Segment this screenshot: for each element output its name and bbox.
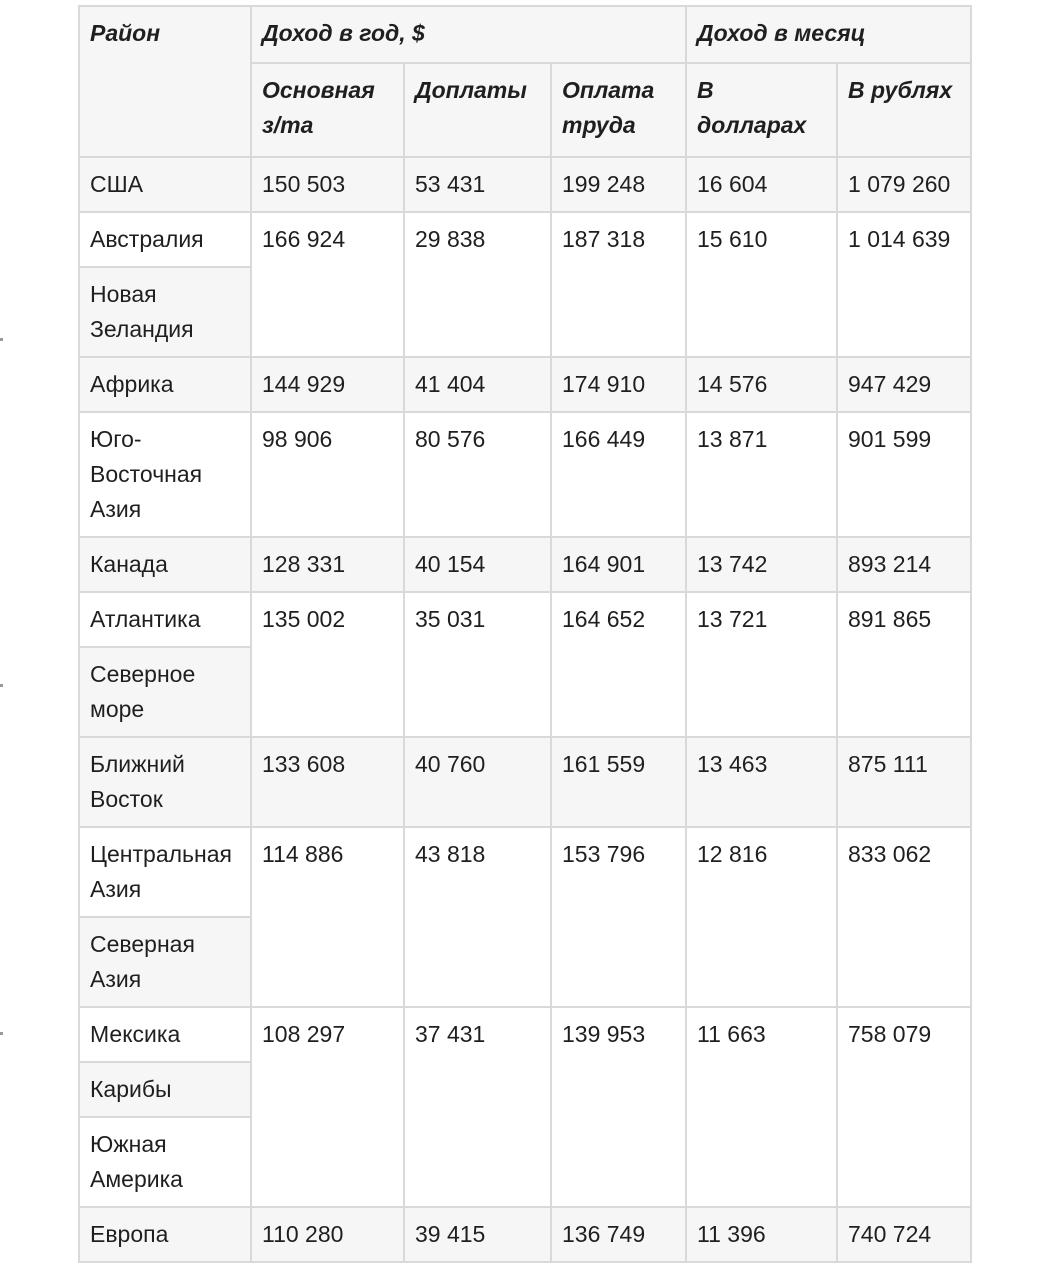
bonus-cell: 40 154 [404, 537, 551, 592]
region-cell: США [79, 157, 251, 212]
bonus-cell: 39 415 [404, 1207, 551, 1262]
rub-cell: 1 079 260 [837, 157, 971, 212]
total-pay-cell: 153 796 [551, 827, 686, 1007]
table-row [79, 157, 971, 212]
region-cell: Атлантика [79, 592, 251, 647]
rub-cell: 875 111 [837, 737, 971, 827]
rub-cell: 758 079 [837, 1007, 971, 1207]
total-pay-cell: 164 901 [551, 537, 686, 592]
table-row [79, 1007, 971, 1062]
margin-mark [0, 338, 3, 341]
usd-cell: 13 871 [686, 412, 837, 537]
table-header [79, 6, 971, 157]
usd-cell: 13 742 [686, 537, 837, 592]
base-salary-cell: 144 929 [251, 357, 404, 412]
total-pay-cell: 187 318 [551, 212, 686, 357]
usd-cell: 13 463 [686, 737, 837, 827]
region-cell: Северное море [79, 647, 251, 737]
header-annual-income: Доход в год, $ [251, 6, 686, 63]
table-row [79, 737, 971, 827]
base-salary-cell: 114 886 [251, 827, 404, 1007]
bonus-cell: 29 838 [404, 212, 551, 357]
bonus-cell: 43 818 [404, 827, 551, 1007]
region-cell: Ближний Восток [79, 737, 251, 827]
region-cell: Европа [79, 1207, 251, 1262]
base-salary-cell: 166 924 [251, 212, 404, 357]
rub-cell: 947 429 [837, 357, 971, 412]
usd-cell: 11 396 [686, 1207, 837, 1262]
table-body [79, 157, 971, 1262]
usd-cell: 11 663 [686, 1007, 837, 1207]
header-total-pay: Оплата труда [551, 63, 686, 157]
region-cell: Африка [79, 357, 251, 412]
margin-mark [0, 1032, 3, 1035]
table-row [79, 357, 971, 412]
region-cell: Мексика [79, 1007, 251, 1062]
base-salary-cell: 150 503 [251, 157, 404, 212]
region-cell: Австралия [79, 212, 251, 267]
bonus-cell: 80 576 [404, 412, 551, 537]
usd-cell: 14 576 [686, 357, 837, 412]
header-region: Район [79, 6, 251, 157]
table-row [79, 592, 971, 647]
rub-cell: 1 014 639 [837, 212, 971, 357]
header-in-rubles: В рублях [837, 63, 971, 157]
total-pay-cell: 164 652 [551, 592, 686, 737]
header-in-dollars: В долларах [686, 63, 837, 157]
base-salary-cell: 98 906 [251, 412, 404, 537]
header-monthly-income: Доход в месяц [686, 6, 971, 63]
bonus-cell: 53 431 [404, 157, 551, 212]
region-cell: Южная Америка [79, 1117, 251, 1207]
usd-cell: 15 610 [686, 212, 837, 357]
bonus-cell: 35 031 [404, 592, 551, 737]
rub-cell: 893 214 [837, 537, 971, 592]
region-cell: Юго-Восточная Азия [79, 412, 251, 537]
region-cell: Новая Зеландия [79, 267, 251, 357]
margin-mark [0, 684, 3, 687]
total-pay-cell: 136 749 [551, 1207, 686, 1262]
total-pay-cell: 166 449 [551, 412, 686, 537]
bonus-cell: 40 760 [404, 737, 551, 827]
salary-table [78, 5, 972, 1263]
table-row [79, 537, 971, 592]
base-salary-cell: 108 297 [251, 1007, 404, 1207]
region-cell: Северная Азия [79, 917, 251, 1007]
rub-cell: 833 062 [837, 827, 971, 1007]
header-bonuses: Доплаты [404, 63, 551, 157]
base-salary-cell: 128 331 [251, 537, 404, 592]
table-row [79, 1207, 971, 1262]
total-pay-cell: 161 559 [551, 737, 686, 827]
usd-cell: 16 604 [686, 157, 837, 212]
rub-cell: 901 599 [837, 412, 971, 537]
table-row [79, 412, 971, 537]
region-cell: Центральная Азия [79, 827, 251, 917]
rub-cell: 740 724 [837, 1207, 971, 1262]
base-salary-cell: 133 608 [251, 737, 404, 827]
usd-cell: 12 816 [686, 827, 837, 1007]
header-base-salary: Основная з/та [251, 63, 404, 157]
base-salary-cell: 135 002 [251, 592, 404, 737]
bonus-cell: 37 431 [404, 1007, 551, 1207]
table-row [79, 212, 971, 267]
rub-cell: 891 865 [837, 592, 971, 737]
base-salary-cell: 110 280 [251, 1207, 404, 1262]
region-cell: Карибы [79, 1062, 251, 1117]
usd-cell: 13 721 [686, 592, 837, 737]
bonus-cell: 41 404 [404, 357, 551, 412]
table-row [79, 827, 971, 917]
total-pay-cell: 199 248 [551, 157, 686, 212]
total-pay-cell: 139 953 [551, 1007, 686, 1207]
total-pay-cell: 174 910 [551, 357, 686, 412]
region-cell: Канада [79, 537, 251, 592]
